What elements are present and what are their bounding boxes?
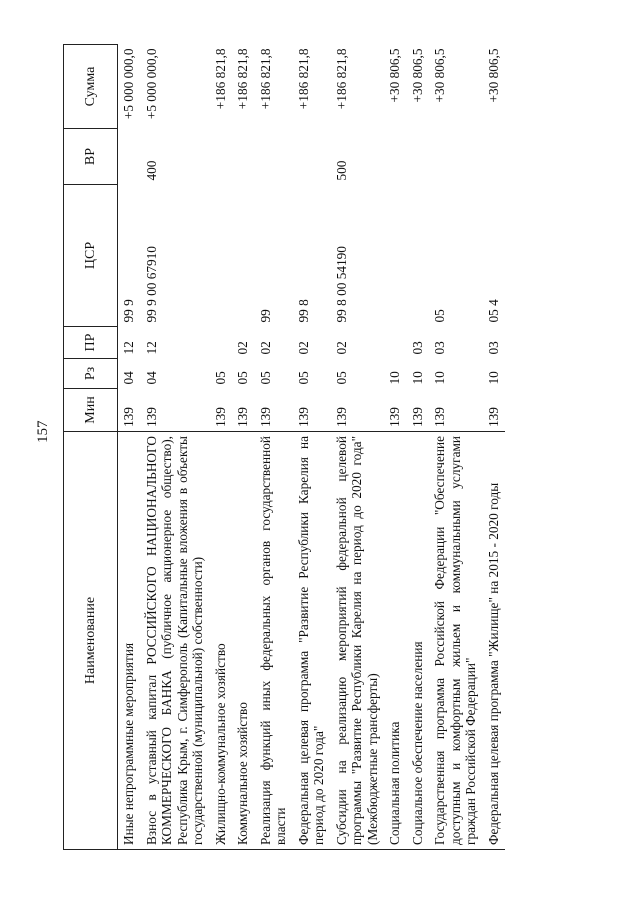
row-min: 139 xyxy=(409,407,425,427)
row-rz: 05 xyxy=(212,371,228,385)
row-name: Социальная политика xyxy=(384,432,407,850)
row-csr: 99 xyxy=(257,309,273,323)
row-min: 139 xyxy=(333,407,349,427)
table-row xyxy=(429,45,483,850)
row-pr: 03 xyxy=(485,341,501,355)
row-pr: 02 xyxy=(257,341,273,355)
row-min: 139 xyxy=(387,407,402,427)
row-vr xyxy=(210,129,233,185)
header-min: Мин xyxy=(64,389,118,432)
row-sum: +30 806,5 xyxy=(387,48,402,103)
row-rz: 05 xyxy=(235,371,250,385)
row-pr: 02 xyxy=(235,341,250,355)
row-sum: +186 821,8 xyxy=(295,48,311,110)
row-sum: +186 821,8 xyxy=(333,48,349,110)
row-pr xyxy=(384,327,407,359)
row-csr: 99 8 00 54190 xyxy=(333,246,349,323)
row-name: Государственная программа Российской Федерации "Обеспечение доступным и комфортным жильем и коммунальными услугами граждан Российской Федерации" xyxy=(429,432,483,850)
table-row xyxy=(384,45,407,850)
table-row xyxy=(118,45,141,850)
row-min: 139 xyxy=(432,407,447,427)
row-rz: 10 xyxy=(485,371,501,385)
row-rz: 05 xyxy=(295,371,311,385)
row-sum: +30 806,5 xyxy=(409,48,425,103)
row-vr: 400 xyxy=(143,160,159,181)
row-sum: +186 821,8 xyxy=(257,48,273,110)
row-rz: 10 xyxy=(432,371,447,385)
row-name: Жилищно-коммунальное хозяйство xyxy=(210,432,233,850)
row-csr: 99 8 xyxy=(295,299,311,323)
header-sum: Сумма xyxy=(64,45,118,129)
row-vr xyxy=(407,129,430,185)
row-name: Коммунальное хозяйство xyxy=(232,432,255,850)
rotated-table-wrapper xyxy=(63,45,612,850)
row-min: 139 xyxy=(121,407,136,427)
row-sum: +186 821,8 xyxy=(235,48,250,110)
row-pr: 02 xyxy=(333,341,349,355)
row-name: Иные непрограммные мероприятия xyxy=(118,432,141,850)
header-vr: ВР xyxy=(64,129,118,185)
row-name: Федеральная целевая программа "Развитие Республики Карелия на период до 2020 года" xyxy=(293,432,331,850)
row-vr: 500 xyxy=(333,160,349,181)
row-rz: 10 xyxy=(387,371,402,385)
row-sum: +30 806,5 xyxy=(485,48,501,103)
table-row xyxy=(232,45,255,850)
row-pr xyxy=(210,327,233,359)
table-body xyxy=(118,45,506,850)
header-row xyxy=(64,45,118,850)
row-vr xyxy=(293,129,331,185)
row-pr: 02 xyxy=(295,341,311,355)
row-csr: 05 4 xyxy=(485,299,501,323)
row-vr xyxy=(429,129,483,185)
header-csr: ЦСР xyxy=(64,185,118,327)
row-sum: +30 806,5 xyxy=(432,48,447,103)
row-csr xyxy=(384,185,407,327)
row-csr xyxy=(210,185,233,327)
row-pr: 12 xyxy=(121,341,136,355)
table-row xyxy=(331,45,385,850)
header-name: Наименование xyxy=(64,432,118,850)
budget-table xyxy=(63,44,505,850)
row-rz: 04 xyxy=(121,371,136,385)
row-vr xyxy=(483,129,506,185)
row-csr xyxy=(407,185,430,327)
row-rz: 05 xyxy=(333,371,349,385)
row-pr: 03 xyxy=(409,341,425,355)
row-pr: 12 xyxy=(143,341,159,355)
row-name: Взнос в уставный капитал РОССИЙСКОГО НАЦИОНАЛЬНОГО КОММЕРЧЕСКОГО БАНКА (публичное акционерное общество), Республика Крым, г. Симферополь (Капитальные вложения в объекты государственной (муниципальной) собственности) xyxy=(141,432,210,850)
row-sum: +186 821,8 xyxy=(212,48,228,110)
row-rz: 10 xyxy=(409,371,425,385)
row-csr: 05 xyxy=(432,309,447,323)
page-number: 157 xyxy=(35,420,51,443)
table-header xyxy=(64,45,118,850)
row-min: 139 xyxy=(257,407,273,427)
row-name: Федеральная целевая программа "Жилище" на 2015 - 2020 годы xyxy=(483,432,506,850)
header-rz: Рз xyxy=(64,359,118,389)
row-name: Реализация функций иных федеральных органов государственной власти xyxy=(255,432,293,850)
header-pr: ПР xyxy=(64,327,118,359)
row-csr: 99 9 xyxy=(121,299,136,323)
row-vr xyxy=(384,129,407,185)
row-min: 139 xyxy=(295,407,311,427)
row-sum: +5 000 000,0 xyxy=(121,48,136,120)
row-vr xyxy=(118,129,141,185)
row-name: Субсидии на реализацию мероприятий федеральной целевой программы "Развитие Республики Карелия на период до 2020 года" (Межбюджетные трансферты) xyxy=(331,432,385,850)
row-min: 139 xyxy=(235,407,250,427)
row-min: 139 xyxy=(143,407,159,427)
row-rz: 04 xyxy=(143,371,159,385)
row-csr: 99 9 00 67910 xyxy=(143,246,159,323)
row-name: Социальное обеспечение населения xyxy=(407,432,430,850)
table-row xyxy=(210,45,233,850)
row-min: 139 xyxy=(485,407,501,427)
row-vr xyxy=(232,129,255,185)
table-row xyxy=(141,45,210,850)
row-csr xyxy=(232,185,255,327)
table-row xyxy=(407,45,430,850)
table-row xyxy=(255,45,293,850)
row-pr: 03 xyxy=(432,341,447,355)
row-rz: 05 xyxy=(257,371,273,385)
row-min: 139 xyxy=(212,407,228,427)
row-vr xyxy=(255,129,293,185)
table-row xyxy=(483,45,506,850)
row-sum: +5 000 000,0 xyxy=(143,48,159,120)
table-row xyxy=(293,45,331,850)
